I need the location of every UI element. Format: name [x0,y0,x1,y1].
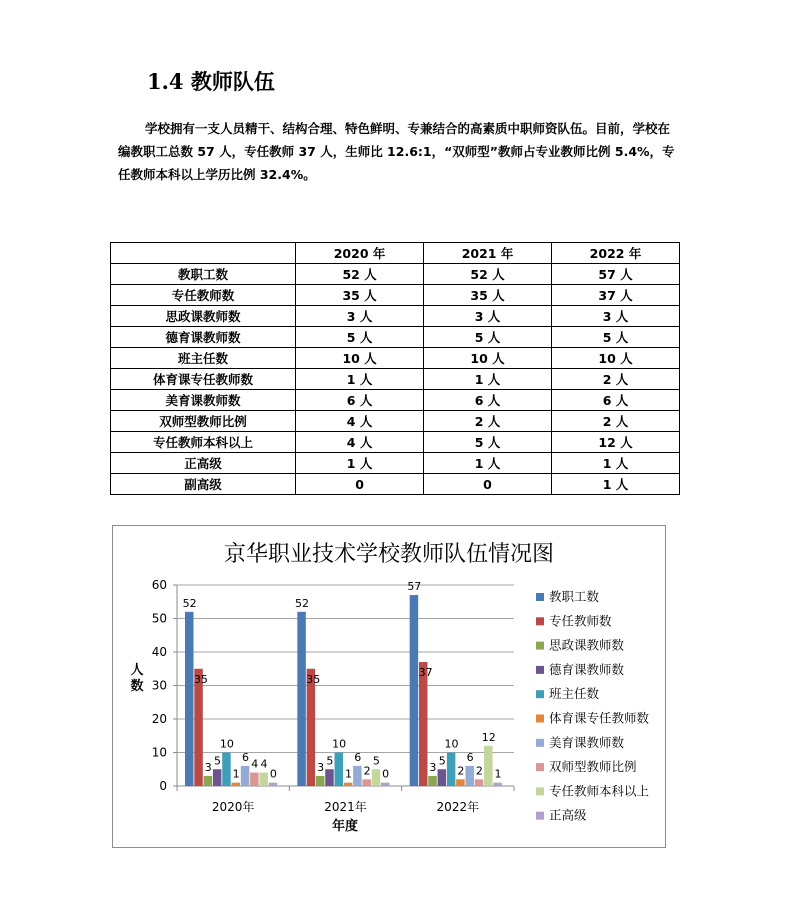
table-row [111,264,680,285]
data-label: 37 [418,666,433,680]
table-header-cell: 2022 年 [552,243,680,264]
row-label-cell: 思政课教师数 [111,306,296,327]
table-cell: 5 人 [424,327,552,348]
row-label-cell: 美育课教师数 [111,390,296,411]
chart-title: 京华职业技术学校教师队伍情况图 [223,542,555,567]
data-label: 2 [457,764,465,778]
bar-7 [475,779,484,786]
bar-9 [269,783,278,786]
legend-label: 体育课专任教师数 [549,710,650,726]
y-tick-label: 40 [151,645,167,659]
table-cell: 12 人 [552,432,680,453]
bar-9 [493,783,502,786]
bar-8 [484,746,493,786]
y-tick-label: 10 [151,745,167,760]
table-row [111,411,680,432]
chart-svg [113,526,665,847]
y-axis-label-char: 人 [130,663,144,678]
bar-0 [185,612,194,786]
bar-7 [362,779,371,786]
table-cell: 10 人 [552,348,680,369]
table-header-cell [111,243,296,264]
x-tick-label: 2022年 [436,800,480,814]
bar-6 [465,766,474,786]
legend-swatch-5 [536,715,544,723]
data-label: 52 [294,596,309,610]
bar-2 [316,776,325,786]
table-cell: 37 人 [552,285,680,306]
row-label-cell: 教职工数 [111,264,296,285]
bar-5 [344,783,353,786]
table-cell: 52 人 [424,264,552,285]
table-row [111,474,680,495]
data-label: 52 [182,596,197,610]
table-cell: 6 人 [424,390,552,411]
row-label-cell: 班主任数 [111,348,296,369]
table-cell: 6 人 [552,390,680,411]
table-cell: 2 人 [552,369,680,390]
section-heading: 1.4 教师队伍 [147,69,275,94]
row-label-cell: 专任教师本科以上 [111,432,296,453]
row-label-cell: 副高级 [111,474,296,495]
data-label: 4 [251,757,259,771]
bar-4 [335,753,344,787]
bar-5 [456,779,465,786]
table-row [111,432,680,453]
table-cell: 1 人 [552,474,680,495]
staff-table [110,242,680,495]
bar-0 [297,612,306,786]
bar-2 [428,776,437,786]
bar-0 [410,595,419,786]
table-cell: 35 人 [424,285,552,306]
legend-label: 专任教师本科以上 [549,783,650,799]
x-axis-label: 年度 [331,819,359,834]
row-label-cell: 双师型教师比例 [111,411,296,432]
y-tick-label: 20 [151,712,167,726]
table-header-row [111,243,680,264]
y-tick-label: 30 [151,678,167,693]
data-label: 6 [354,750,362,764]
legend-label: 班主任数 [549,686,600,702]
row-label-cell: 体育课专任教师数 [111,369,296,390]
data-label: 35 [306,672,321,686]
data-label: 2 [363,764,371,778]
data-label: 6 [241,750,249,764]
table-cell: 2 人 [552,411,680,432]
data-label: 10 [444,737,459,751]
table-cell: 1 人 [424,369,552,390]
data-label: 0 [382,767,390,781]
bar-1 [194,669,203,786]
bar-3 [325,769,334,786]
row-label-cell: 专任教师数 [111,285,296,306]
data-label: 5 [214,754,222,768]
data-label: 5 [326,754,334,768]
row-label-cell: 正高级 [111,453,296,474]
legend-label: 美育课教师数 [549,734,625,750]
table-cell: 5 人 [552,327,680,348]
data-label: 3 [429,760,437,774]
legend-swatch-6 [536,739,544,747]
bar-4 [447,753,456,787]
row-label-cell: 德育课教师数 [111,327,296,348]
data-label: 6 [466,750,474,764]
table-cell: 52 人 [296,264,424,285]
bar-7 [250,773,259,786]
x-tick-label: 2021年 [324,800,367,814]
legend-label: 专任教师数 [549,613,612,629]
bar-3 [438,769,447,786]
table-cell: 1 人 [296,453,424,474]
data-label: 57 [407,580,422,594]
bar-9 [381,783,390,786]
bar-8 [259,773,268,786]
table-cell: 3 人 [296,306,424,327]
legend-swatch-3 [536,666,544,674]
table-row [111,306,680,327]
legend-swatch-1 [536,617,544,625]
table-cell: 10 人 [296,348,424,369]
legend-swatch-2 [536,642,544,650]
data-label: 10 [219,737,234,751]
table-cell: 5 人 [296,327,424,348]
legend-swatch-7 [536,763,544,771]
table-row [111,285,680,306]
table-cell: 35 人 [296,285,424,306]
intro-paragraph: 学校拥有一支人员精干、结构合理、特色鲜明、专兼结合的高素质中职师资队伍。目前，学校在编教职工总数 57 人，专任教师 37 人，生师比 12.6:1，“双师型”教师占专业教师比例 5.4%，专任教师本科以上学历比例 32.4%。 [118,121,675,182]
y-tick-label: 60 [151,578,167,592]
table-row [111,453,680,474]
legend-label: 教职工数 [549,589,600,604]
legend-label: 正高级 [549,807,587,823]
table-cell: 6 人 [296,390,424,411]
legend-label: 德育课教师数 [549,661,625,677]
bar-4 [222,753,231,787]
table-row [111,369,680,390]
data-label: 5 [372,754,380,768]
y-axis-label-char: 数 [130,679,144,694]
bar-6 [241,766,250,786]
table-cell: 10 人 [424,348,552,369]
data-label: 5 [438,754,446,768]
data-label: 2 [475,764,483,778]
x-tick-label: 2020年 [211,800,255,814]
table-cell: 2 人 [424,411,552,432]
table-cell: 4 人 [296,411,424,432]
table-row [111,327,680,348]
y-axis-label [130,663,143,694]
bar-8 [372,769,381,786]
staff-chart [112,525,666,848]
data-label: 12 [481,730,496,744]
legend-label: 思政课教师数 [549,637,625,653]
data-label: 35 [193,672,208,686]
table-cell: 4 人 [296,432,424,453]
legend-swatch-8 [536,787,544,795]
bar-1 [307,669,316,786]
data-label: 3 [317,760,325,774]
table-header-cell: 2021 年 [424,243,552,264]
table-cell: 1 人 [296,369,424,390]
table-cell: 57 人 [552,264,680,285]
bar-1 [419,662,428,786]
data-label: 4 [260,757,268,771]
data-label: 10 [332,737,347,751]
data-label: 0 [269,767,277,781]
data-label: 3 [204,760,212,774]
legend-label: 双师型教师比例 [549,759,637,775]
table-cell: 0 [424,474,552,495]
y-tick-label: 0 [159,779,167,793]
legend-swatch-4 [536,690,544,698]
y-tick-label: 50 [151,611,167,626]
bar-2 [204,776,213,786]
table-row [111,390,680,411]
table-row [111,348,680,369]
legend-swatch-9 [536,812,544,820]
table-cell: 0 [296,474,424,495]
table-cell: 5 人 [424,432,552,453]
table-cell: 3 人 [424,306,552,327]
table-header-cell: 2020 年 [296,243,424,264]
data-label: 1 [232,767,240,781]
bar-5 [232,783,241,786]
table-cell: 1 人 [552,453,680,474]
data-label: 1 [494,767,502,781]
table-cell: 3 人 [552,306,680,327]
bar-6 [353,766,362,786]
legend-swatch-0 [536,593,544,601]
data-label: 1 [344,767,352,781]
bar-3 [213,769,222,786]
table-cell: 1 人 [424,453,552,474]
